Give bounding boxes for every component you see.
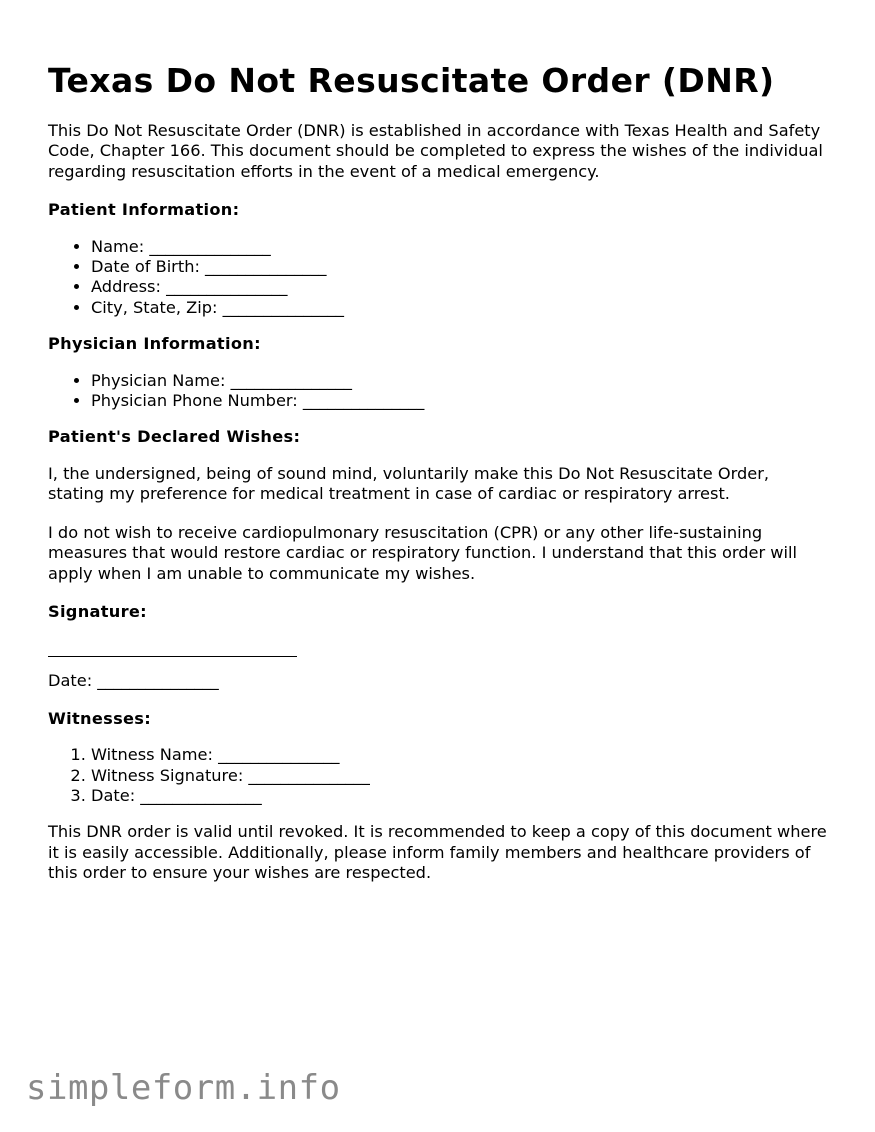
witness-name-field: 1. Witness Name: _______________	[91, 745, 828, 765]
signature-heading: Signature:	[48, 601, 147, 621]
patient-information-list	[48, 237, 828, 319]
physician-information-heading: Physician Information:	[48, 334, 261, 354]
declared-wishes-heading: Patient's Declared Wishes:	[48, 427, 301, 447]
patient-city-state-zip-field: • City, State, Zip: _______________	[91, 298, 828, 318]
wishes-paragraph-1: I, the undersigned, being of sound mind, voluntarily make this Do Not Resuscitate Order, stating my preference for medical treatment in case of cardiac or respiratory arrest.	[48, 463, 770, 504]
patient-information-heading: Patient Information:	[48, 200, 240, 220]
signature-line	[48, 622, 297, 657]
witness-signature-field: 2. Witness Signature: _______________	[91, 766, 828, 786]
document-title: Texas Do Not Resuscitate Order (DNR)	[48, 61, 775, 100]
closing-paragraph: This DNR order is valid until revoked. It is recommended to keep a copy of this document where it is easily accessible. Additionally, please inform family members and healthcare providers of this order to ensure your wishes are respected.	[48, 822, 827, 883]
physician-name-field: • Physician Name: _______________	[91, 371, 828, 391]
intro-paragraph: This Do Not Resuscitate Order (DNR) is established in accordance with Texas Health and Safety Code, Chapter 166. This document should be completed to express the wishes of the individual regarding resuscitation efforts in the event of a medical emergency.	[48, 121, 823, 181]
wishes-paragraph-2: I do not wish to receive cardiopulmonary resuscitation (CPR) or any other life-sustaining measures that would restore cardiac or respiratory function. I understand that this order will apply when I am unable to communicate my wishes.	[48, 522, 798, 583]
witnesses-list	[48, 745, 828, 806]
witness-date-field: 3. Date: _______________	[91, 786, 828, 806]
signature-date-field: Date: _______________	[48, 671, 219, 691]
patient-address-field: • Address: _______________	[91, 277, 828, 297]
physician-phone-field: • Physician Phone Number: _______________	[91, 391, 828, 411]
watermark: simpleform.info	[26, 1068, 341, 1108]
physician-information-list	[48, 371, 828, 412]
patient-name-field: • Name: _______________	[91, 237, 828, 257]
document-page	[48, 58, 828, 902]
witnesses-heading: Witnesses:	[48, 708, 152, 728]
patient-dob-field: • Date of Birth: _______________	[91, 257, 828, 277]
